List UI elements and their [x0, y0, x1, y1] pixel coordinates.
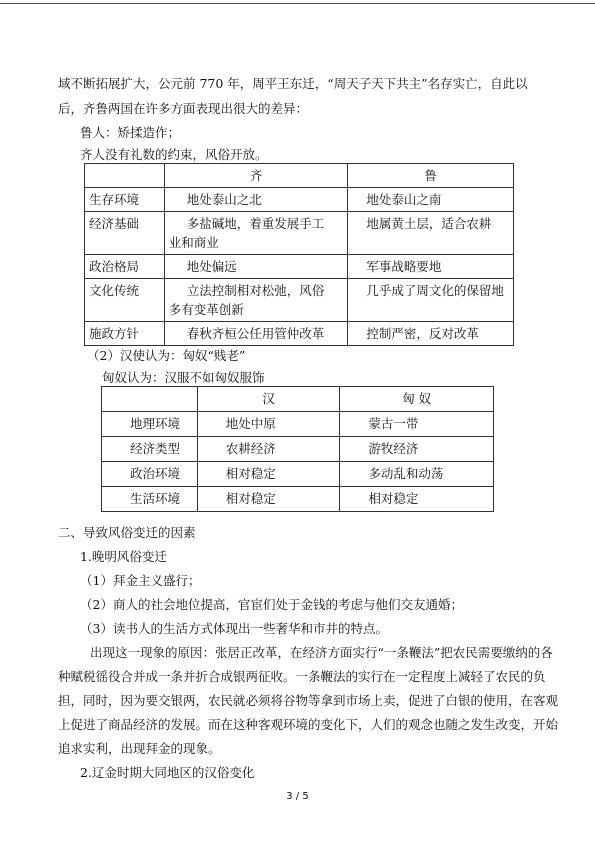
han-cell: 农耕经济	[197, 437, 340, 462]
paragraph-line: （2）汉使认为：匈奴“贱老”	[87, 348, 246, 363]
list-item: （3）读书人的生活方式体现出一些奢华和市井的特点。	[80, 621, 388, 636]
xiongnu-cell: 游牧经济	[340, 437, 494, 462]
paragraph-line: 匈奴认为：汉服不如匈奴服饰	[102, 370, 265, 385]
han-xiongnu-comparison-table	[101, 386, 494, 512]
table-row	[102, 412, 494, 437]
table-header-row	[85, 164, 514, 188]
table-row	[85, 322, 514, 346]
lu-cell: 地属黄土层，适合农耕	[348, 212, 514, 255]
qi-cell	[164, 212, 348, 255]
table-row	[102, 437, 494, 462]
qi-cell-line: 立法控制相对松弛，风俗	[186, 283, 325, 298]
paragraph-line: 齐人没有礼数的约束，风俗开放。	[80, 147, 268, 162]
table-header-cell	[85, 164, 165, 188]
han-cell: 相对稳定	[197, 487, 340, 512]
paragraph-line: 出现这一现象的原因：张居正改革，在经济方面实行“一条鞭法”把农民需要缴纳的各	[90, 645, 553, 660]
page-number: 3 / 5	[286, 791, 309, 802]
row-label: 生活环境	[102, 487, 198, 512]
table-row	[85, 212, 514, 255]
paragraph-line: 鲁人：矫揉造作；	[80, 125, 181, 140]
subsection-heading: 2.辽金时期大同地区的汉俗变化	[80, 765, 255, 780]
table-header-cell: 鲁	[348, 164, 514, 188]
row-label: 经济基础	[85, 212, 165, 255]
qi-lu-comparison-table	[84, 163, 514, 346]
paragraph-line: 后，齐鲁两国在许多方面表现出很大的差异：	[58, 101, 309, 116]
paragraph-line: 上促进了商品经济的发展。而在这种客观环境的变化下，人们的观念也随之发生改变，开始	[58, 717, 559, 732]
xiongnu-cell: 多动乱和动荡	[340, 462, 494, 487]
han-cell: 相对稳定	[197, 462, 340, 487]
row-label: 生存环境	[85, 188, 165, 212]
row-label: 经济类型	[102, 437, 198, 462]
row-label: 政治环境	[102, 462, 198, 487]
table-row	[102, 462, 494, 487]
qi-cell: 春秋齐桓公任用管仲改革	[164, 322, 348, 346]
table-row	[85, 188, 514, 212]
qi-cell-line: 业和商业	[168, 235, 219, 250]
qi-cell: 地处偏远	[164, 255, 348, 279]
lu-cell: 军事战略要地	[348, 255, 514, 279]
subsection-heading: 1.晚明风俗变迁	[80, 549, 167, 564]
lu-cell: 控制严密，反对改革	[348, 322, 514, 346]
table-row	[85, 279, 514, 322]
han-cell: 地处中原	[197, 412, 340, 437]
xiongnu-cell: 相对稳定	[340, 487, 494, 512]
lu-cell: 几乎成了周文化的保留地	[348, 279, 514, 322]
paragraph-line: 担，同时，因为要交银两，农民就必须将谷物等拿到市场上卖，促进了白银的使用，在客观	[58, 693, 559, 708]
qi-cell-line: 多盐碱地，着重发展手工	[186, 216, 325, 231]
table-row	[102, 487, 494, 512]
paragraph-line: 域不断拓展扩大，公元前 770 年，周平王东迁，“周天子天下共主”名存实亡，自此以	[58, 76, 528, 91]
table-row	[85, 255, 514, 279]
list-item: （1）拜金主义盛行；	[80, 573, 201, 588]
lu-cell: 地处泰山之南	[348, 188, 514, 212]
row-label: 地理环境	[102, 412, 198, 437]
section-heading: 二、导致风俗变迁的因素	[58, 525, 196, 540]
row-label: 文化传统	[85, 279, 165, 322]
xiongnu-cell: 蒙古一带	[340, 412, 494, 437]
qi-cell	[164, 279, 348, 322]
row-label: 施政方针	[85, 322, 165, 346]
page-top-rule	[0, 3, 595, 4]
qi-cell-line: 多有变革创新	[168, 302, 244, 317]
qi-cell: 地处泰山之北	[164, 188, 348, 212]
table-header-cell	[102, 387, 198, 412]
table-header-cell: 齐	[164, 164, 348, 188]
paragraph-line: 追求实利，出现拜金的现象。	[58, 741, 221, 756]
table-header-cell: 汉	[197, 387, 340, 412]
table-header-cell: 匈 奴	[340, 387, 494, 412]
table-header-row	[102, 387, 494, 412]
row-label: 政治格局	[85, 255, 165, 279]
paragraph-line: 种赋税徭役合并成一条并折合成银两征收。一条鞭法的实行在一定程度上减轻了农民的负	[58, 669, 546, 684]
list-item: （2）商人的社会地位提高，官宦们处于金钱的考虑与他们交友通婚；	[80, 597, 463, 612]
